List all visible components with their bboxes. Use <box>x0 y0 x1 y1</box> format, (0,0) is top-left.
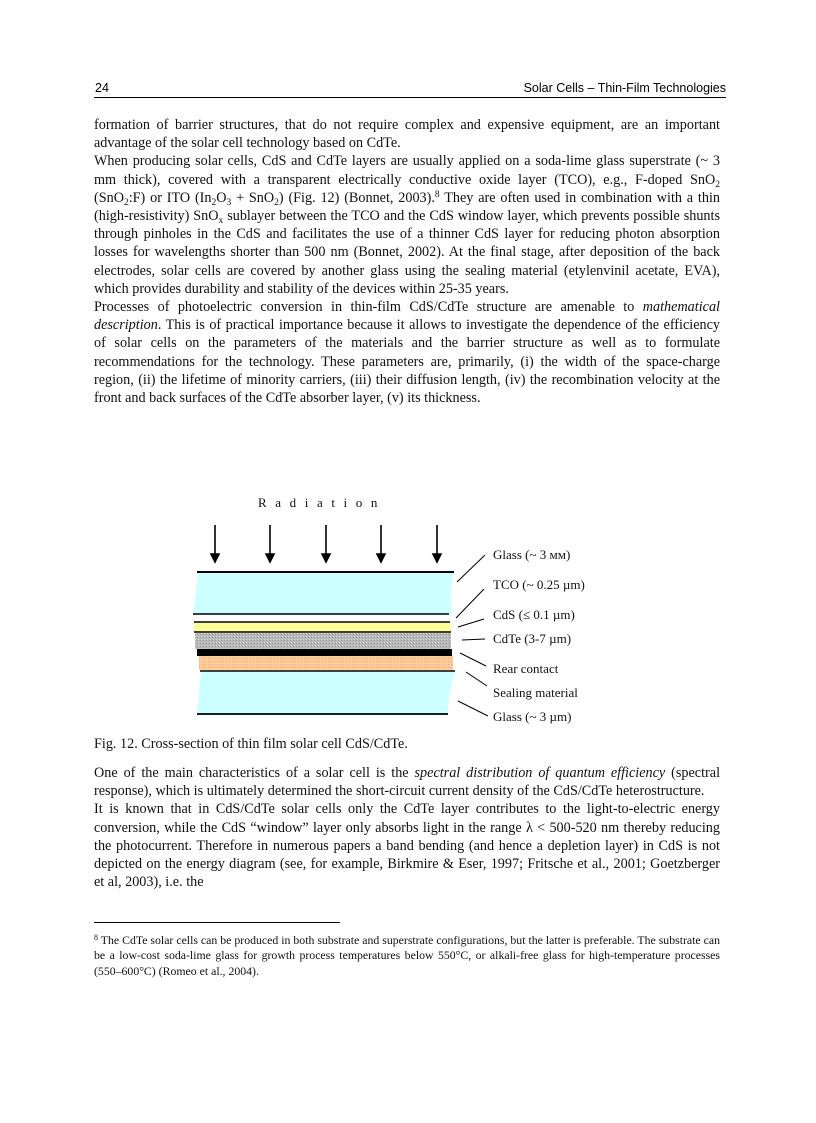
footnote-ref[interactable]: 8 <box>434 189 440 200</box>
paragraph-5: It is known that in CdS/CdTe solar cells only the CdTe layer contributes to the light-to-electric energy conversion, while the CdS “window” layer only absorbs light in the range λ < 500-520 nm thereby reducing the photocurrent. Therefore in numerous papers a band bending (and hence a depletion layer) in CdS is not depicted on the energy diagram (see, for example, Birkmire & Eser, 1997; Fritsche et al., 2001; Goetzberger et al, 2003), i.e. the <box>94 801 720 891</box>
label-sealing-material: Sealing material <box>493 685 578 700</box>
running-header <box>94 81 726 98</box>
page-number: 24 <box>95 81 109 95</box>
radiation-arrows <box>211 525 441 562</box>
figure-caption: Fig. 12. Cross-section of thin film solar cell CdS/CdTe. <box>94 736 408 752</box>
footnote-divider <box>94 922 340 923</box>
running-title: Solar Cells – Thin-Film Technologies <box>523 81 726 95</box>
body-text-bottom <box>94 764 720 891</box>
paragraph-3: Processes of photoelectric conversion in thin-film CdS/CdTe structure are amenable to mathematical description. This is of practical importance because it allows to investigate the dependence of the efficiency of solar cells on the parameters of the materials and the barrier structure as well as to formulate recommendations for the technology. These parameters are, primarily, (i) the width of the space-charge region, (ii) the lifetime of minority carriers, (iii) their diffusion length, (iv) the recombination velocity at the front and back surfaces of the CdTe absorber layer, (v) its thickness. <box>94 299 720 407</box>
footnote-marker: 8 <box>94 933 98 942</box>
paragraph-2: When producing solar cells, CdS and CdTe layers are usually applied on a soda-lime glass superstrate (~ 3 mm thick), covered with a transparent electrically conductive oxide layer (TCO), e.g., F-doped SnO$_2$ (SnO$_2$:F) or ITO $(In_2O_3 + SnO_2)$ (Fig. 12) (Bonnet, 2003).$^8$ They are often used in combination with a thin (high-resistivity) SnO$_x$ sublayer between the TCO and the CdS window layer, which prevents possible shunts through pinholes in the CdS and facilitates the use of a thinner CdS layer for reducing photon absorption losses for wavelengths shorter than 500 nm (Bonnet, 2002). At the final stage, after deposition of the back electrodes, solar cells are covered by another glass using the sealing material (etylenvinil acetate, EVA), which provides durability and stability of the devices within 25-35 years. <box>94 153 720 297</box>
paragraph-1: formation of barrier structures, that do not require complex and expensive equipment, are an important advantage of the solar cell technology based on CdTe. <box>94 117 720 152</box>
footnote-text: The CdTe solar cells can be produced in both substrate and superstrate configurations, but the latter is preferable. The substrate can be a low-cost soda-lime glass for growth process temperatures below 550°C, or alkali-free glass for high-temperature processes (550–600°C) (Romeo et al., 2004). <box>94 933 720 978</box>
paragraph-4: One of the main characteristics of a solar cell is the spectral distribution of quantum efficiency (spectral response), which is ultimately determined the short-circuit current density of the CdS/CdTe heterostructure. <box>94 765 721 800</box>
footnote <box>94 933 720 979</box>
label-tco: TCO (~ 0.25 µm) <box>493 577 585 592</box>
label-cdte: CdTe (3-7 µm) <box>493 631 572 646</box>
radiation-label: Radiation <box>258 495 386 510</box>
label-cds: CdS (≤ 0.1 µm) <box>493 607 575 622</box>
body-text-top <box>94 116 720 407</box>
label-rear-contact: Rear contact <box>493 661 559 676</box>
label-glass-bottom: Glass (~ 3 µm) <box>493 709 572 724</box>
label-glass-top: Glass (~ 3 мм) <box>493 547 571 562</box>
